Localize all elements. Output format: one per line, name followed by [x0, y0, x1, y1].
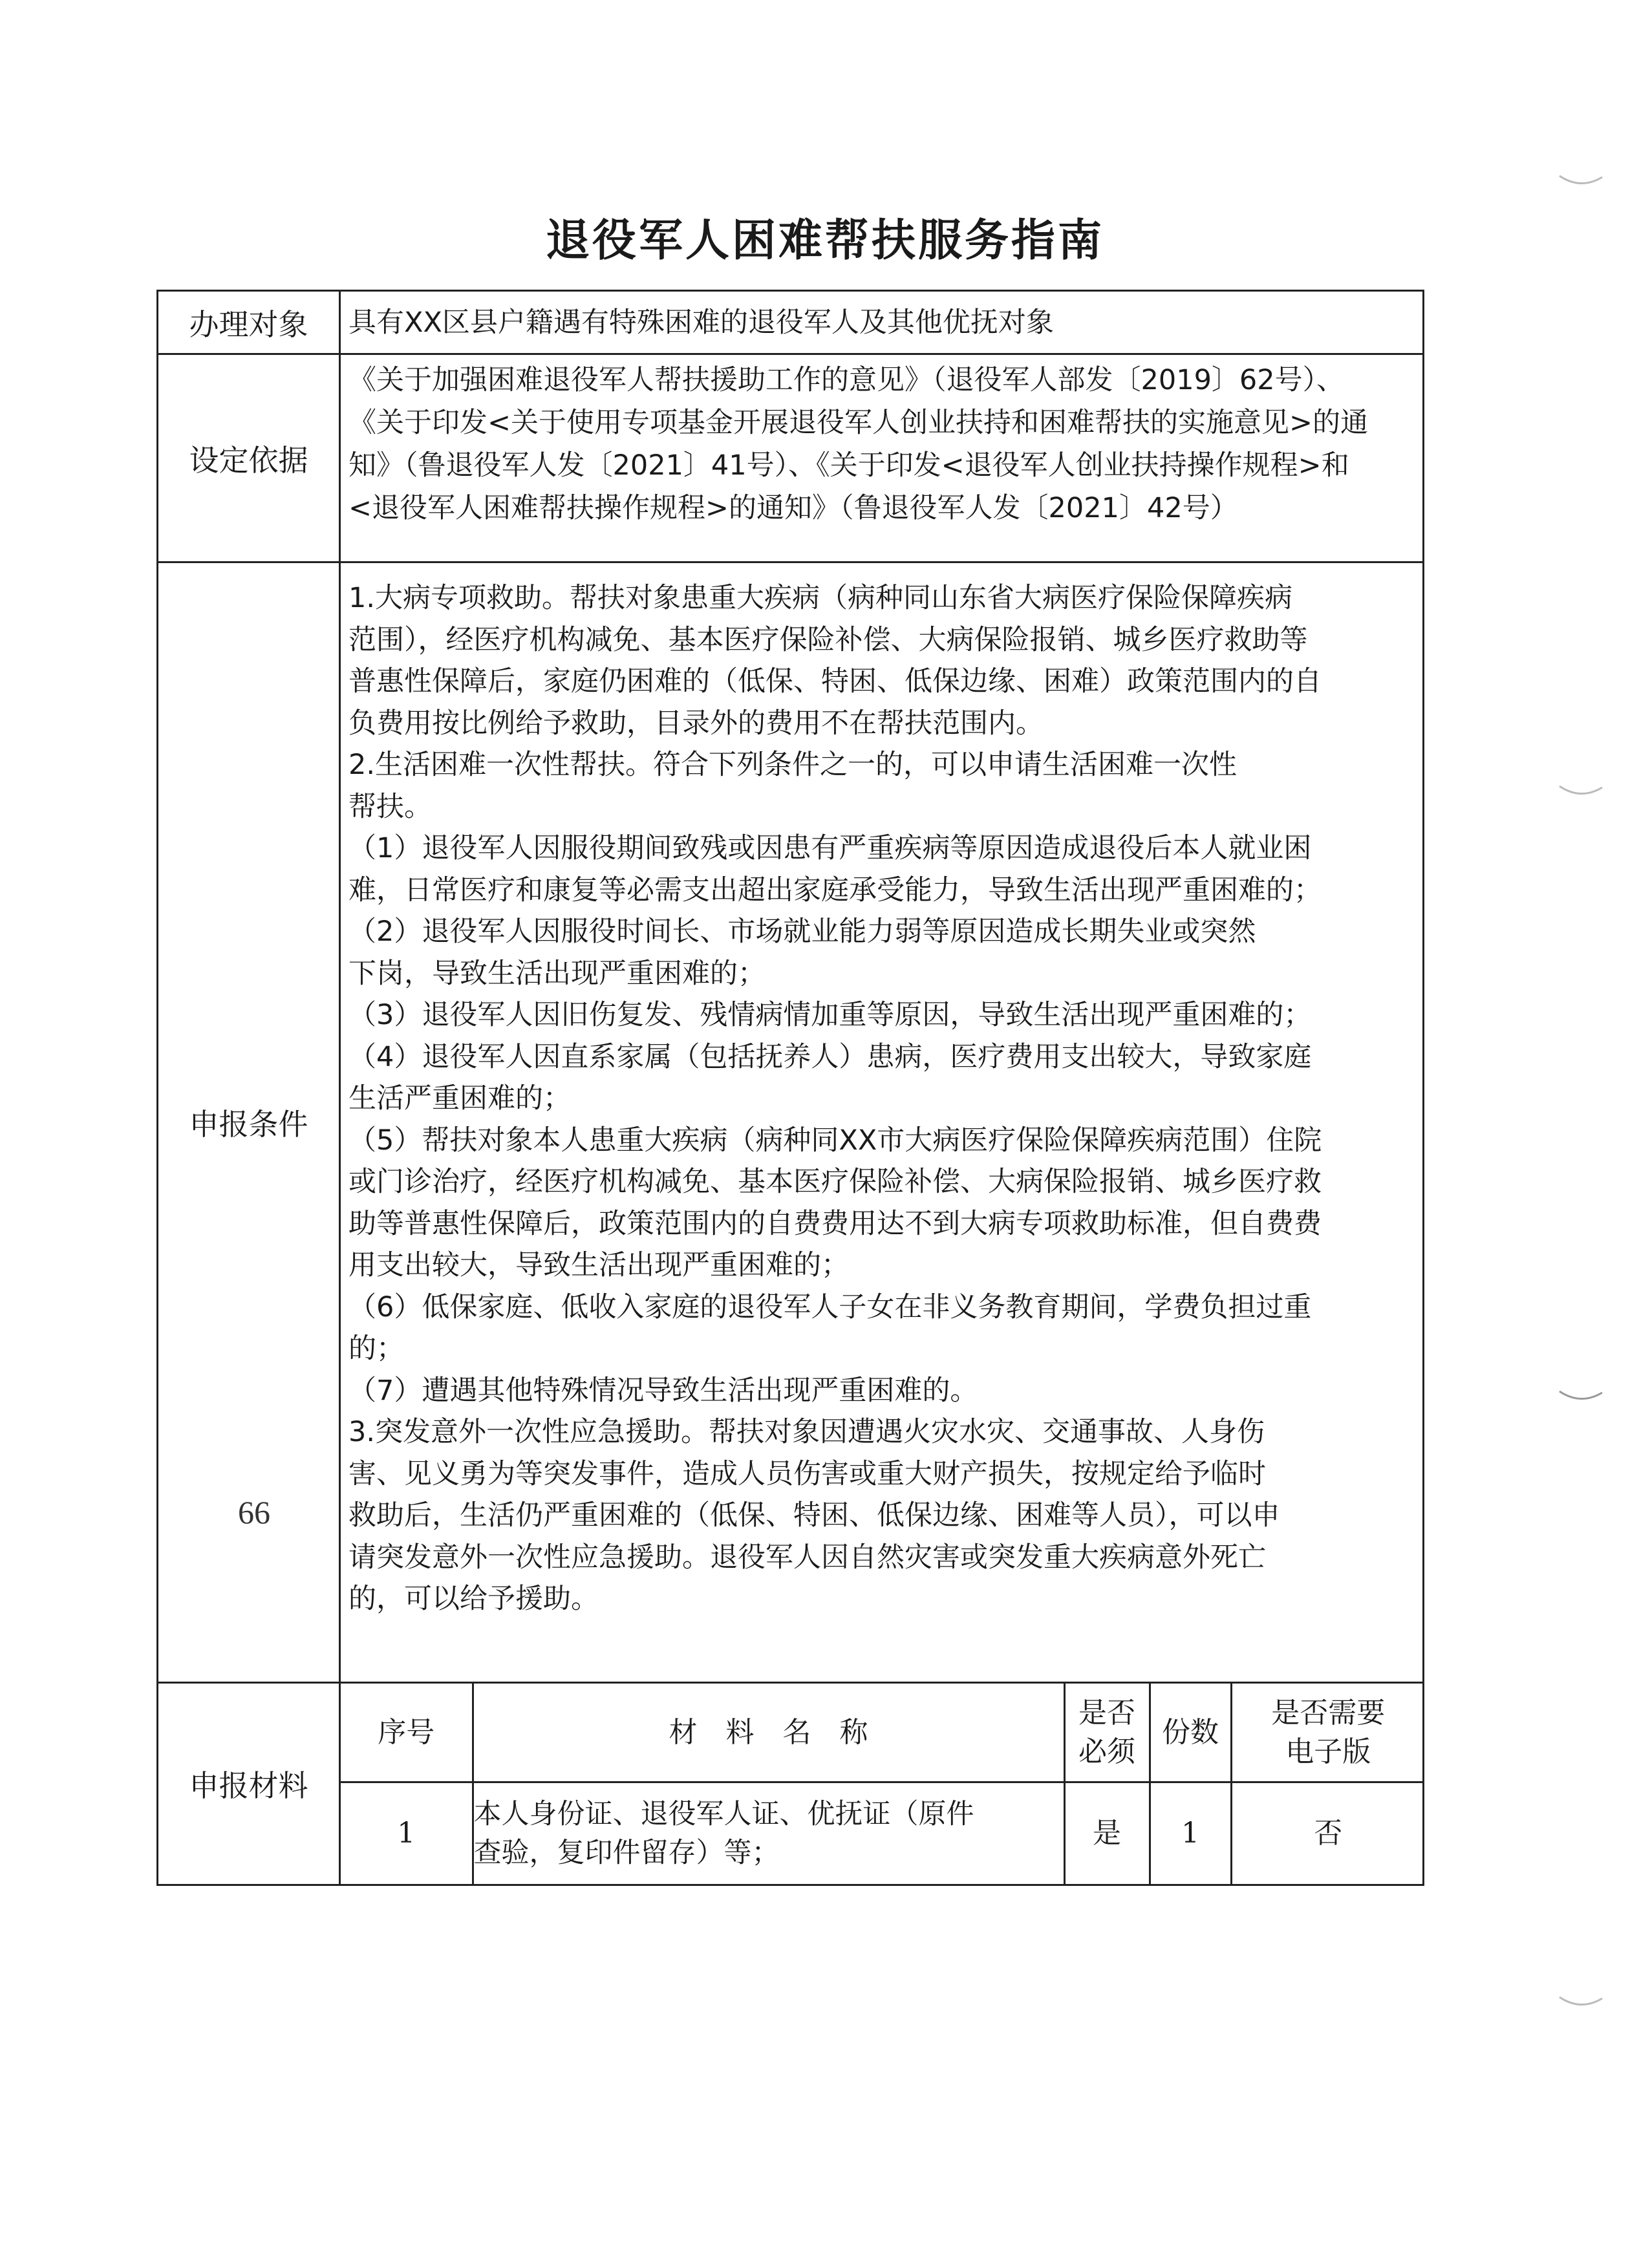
condition-line: （3）退役军人因旧伤复发、残情病情加重等原因，导致生活出现严重困难的； — [348, 999, 1312, 1031]
basis-label: 设定依据 — [158, 354, 340, 562]
condition-line: 3.突发意外一次性应急援助。帮扶对象因遭遇火灾水灾、交通事故、人身伤 — [348, 1416, 1265, 1448]
conditions-row — [158, 562, 1424, 1683]
binder-hole-mark — [1558, 1389, 1603, 1404]
conditions-label: 申报条件 — [158, 562, 340, 1683]
header-electronic-line2: 电子版 — [1285, 1735, 1371, 1768]
materials-label: 申报材料 — [158, 1683, 340, 1885]
basis-row — [158, 354, 1424, 562]
materials-cell — [340, 1683, 1424, 1885]
condition-line: （4）退役军人因直系家属（包括抚养人）患病，医疗费用支出较大，导致家庭 — [348, 1040, 1312, 1073]
condition-line: 1.大病专项救助。帮扶对象患重大疾病（病种同山东省大病医疗保险保障疾病 — [348, 582, 1293, 614]
condition-line: 帮扶。 — [348, 790, 432, 823]
condition-line: （2）退役军人因服役时间长、市场就业能力弱等原因造成长期失业或突然 — [348, 915, 1256, 948]
conditions-text — [340, 562, 1424, 1683]
binder-hole-mark — [1558, 1995, 1603, 2010]
page-title: 退役军人困难帮扶服务指南 — [545, 215, 1104, 266]
materials-row — [158, 1683, 1424, 1885]
condition-line: 用支出较大，导致生活出现严重困难的； — [348, 1249, 849, 1281]
binder-hole-mark — [1558, 173, 1603, 189]
header-required-line2: 必须 — [1078, 1735, 1135, 1768]
header-required-line1: 是否 — [1078, 1696, 1135, 1729]
condition-line: 下岗，导致生活出现严重困难的； — [348, 957, 766, 990]
materials-header-row — [341, 1684, 1424, 1782]
condition-line: 害、见义勇为等突发事件，造成人员伤害或重大财产损失，按规定给予临时 — [348, 1457, 1266, 1490]
condition-line: 救助后，生活仍严重困难的（低保、特困、低保边缘、困难等人员），可以申 — [348, 1499, 1280, 1532]
condition-line: 范围），经医疗机构减免、基本医疗保险补偿、大病保险报销、城乡医疗救助等 — [348, 623, 1308, 656]
basis-line: 《关于印发<关于使用专项基金开展退役军人创业扶持和困难帮扶的实施意见>的通 — [348, 407, 1369, 439]
target-text: 具有XX区县户籍遇有特殊困难的退役军人及其他优抚对象 — [340, 291, 1424, 354]
condition-line: 普惠性保障后，家庭仍困难的（低保、特困、低保边缘、困难）政策范围内的自 — [348, 665, 1322, 698]
basis-line: 知》（鲁退役军人发〔2021〕41号）、《关于印发<退役军人创业扶持操作规程>和 — [348, 449, 1349, 482]
condition-line: 生活严重困难的； — [348, 1082, 571, 1115]
condition-line: 负费用按比例给予救助，目录外的费用不在帮扶范围内。 — [348, 707, 1044, 740]
header-required — [1064, 1684, 1150, 1782]
condition-line: 或门诊治疗，经医疗机构减免、基本医疗保险补偿、大病保险报销、城乡医疗救 — [348, 1166, 1322, 1198]
target-label: 办理对象 — [158, 291, 340, 354]
condition-line: （5）帮扶对象本人患重大疾病（病种同XX市大病医疗保险保障疾病范围）住院 — [348, 1124, 1322, 1157]
header-copies: 份数 — [1150, 1684, 1231, 1782]
header-name: 材 料 名 称 — [473, 1684, 1064, 1782]
header-electronic — [1231, 1684, 1424, 1782]
material-name — [473, 1782, 1064, 1884]
material-name-line1: 本人身份证、退役军人证、优抚证（原件 — [473, 1798, 974, 1831]
material-required: 是 — [1064, 1782, 1150, 1884]
header-electronic-line1: 是否需要 — [1271, 1696, 1386, 1729]
material-copies: 1 — [1150, 1782, 1231, 1884]
condition-line: （6）低保家庭、低收入家庭的退役军人子女在非义务教育期间，学费负担过重 — [348, 1290, 1312, 1323]
page-number: 66 — [238, 1494, 270, 1530]
condition-line: 请突发意外一次性应急援助。退役军人因自然灾害或突发重大疾病意外死亡 — [348, 1541, 1266, 1574]
binder-hole-mark — [1558, 784, 1603, 799]
condition-line: 难，日常医疗和康复等必需支出超出家庭承受能力，导致生活出现严重困难的； — [348, 873, 1322, 906]
material-seq: 1 — [341, 1782, 473, 1884]
condition-line: 助等普惠性保障后，政策范围内的自费费用达不到大病专项救助标准，但自费费 — [348, 1207, 1322, 1240]
target-row — [158, 291, 1424, 354]
basis-line: <退役军人困难帮扶操作规程>的通知》（鲁退役军人发〔2021〕42号） — [348, 492, 1238, 524]
condition-line: 的； — [348, 1332, 404, 1365]
materials-table — [341, 1684, 1424, 1884]
basis-line: 《关于加强困难退役军人帮扶援助工作的意见》（退役军人部发〔2019〕62号）、 — [348, 364, 1345, 396]
condition-line: （1）退役军人因服役期间致残或因患有严重疾病等原因造成退役后本人就业困 — [348, 832, 1312, 864]
condition-line: 2.生活困难一次性帮扶。符合下列条件之一的，可以申请生活困难一次性 — [348, 749, 1238, 781]
header-seq: 序号 — [341, 1684, 473, 1782]
table-row — [341, 1782, 1424, 1884]
material-electronic: 否 — [1231, 1782, 1424, 1884]
material-name-line2: 查验，复印件留存）等； — [473, 1837, 780, 1870]
condition-line: （7）遭遇其他特殊情况导致生活出现严重困难的。 — [348, 1374, 978, 1407]
service-guide-table — [156, 290, 1424, 1886]
condition-line: 的，可以给予援助。 — [348, 1583, 599, 1615]
basis-text — [340, 354, 1424, 562]
